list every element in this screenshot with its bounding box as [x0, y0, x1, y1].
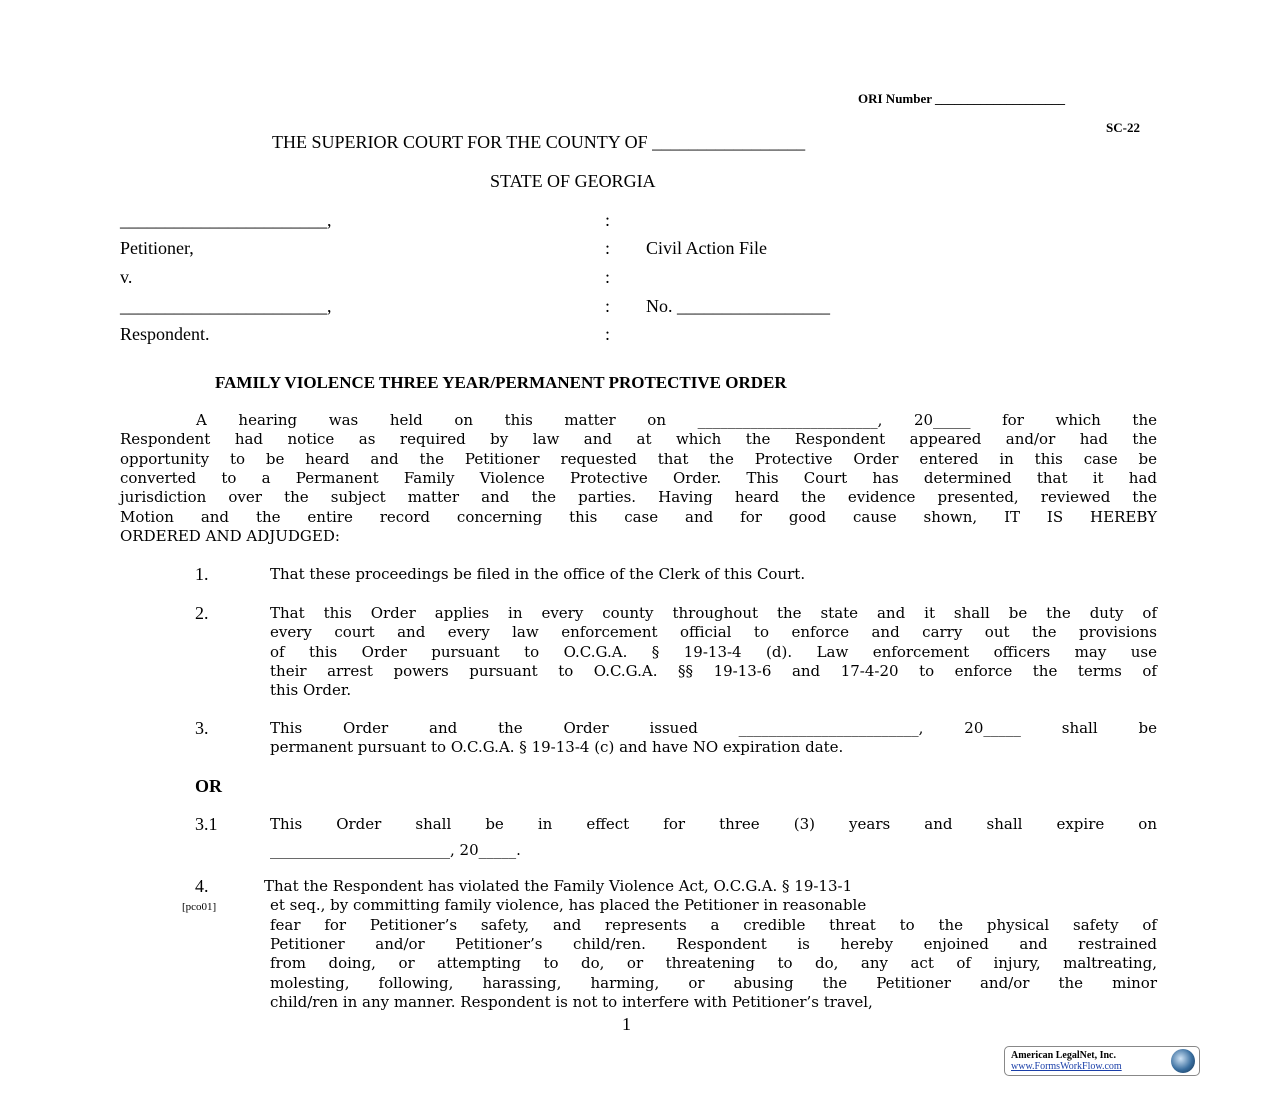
item-number: 3.	[195, 718, 209, 738]
footer-logo[interactable]	[1004, 1046, 1200, 1076]
item-line: This Order shall be in effect for three (3) years and shall expire on	[270, 815, 1157, 833]
intro-line: Motion and the entire record concerning this case and for good cause shown, IT IS HEREBY	[120, 507, 1157, 526]
item-line: from doing, or attempting to do, or threatening to do, any act of injury, maltreating,	[270, 954, 1157, 973]
caption-colon: :	[605, 210, 611, 230]
intro-line: jurisdiction over the subject matter and the parties. Having heard the evidence presented, reviewed the	[120, 488, 1157, 507]
civil-action-label: Civil Action File	[646, 238, 768, 258]
item-line: That these proceedings be filed in the office of the Clerk of this Court.	[270, 565, 806, 583]
item-code: [pco01]	[182, 901, 217, 913]
caption-colon: :	[605, 296, 611, 316]
caption-colon: :	[605, 324, 611, 344]
ori-number-field: ORI Number ____________________	[858, 91, 1066, 106]
intro-line: converted to a Permanent Family Violence Protective Order. This Court has determined that it had	[120, 468, 1157, 487]
state-title: STATE OF GEORGIA	[490, 171, 656, 191]
intro-line: ORDERED AND ADJUDGED:	[120, 526, 340, 545]
item-line: molesting, following, harassing, harming, or abusing the Petitioner and/or the minor	[270, 973, 1157, 992]
item-line: this Order.	[270, 681, 352, 700]
respondent-label: Respondent.	[120, 324, 210, 344]
globe-icon	[1171, 1049, 1195, 1073]
item-line: of this Order pursuant to O.C.G.A. § 19-13-4 (d). Law enforcement officers may use	[270, 642, 1157, 661]
respondent-blank: _______________________,	[120, 296, 332, 316]
court-title: THE SUPERIOR COURT FOR THE COUNTY OF _________________	[272, 132, 806, 152]
item-line: child/ren in any manner. Respondent is not to interfere with Petitioner’s travel,	[270, 992, 873, 1011]
versus-label: v.	[120, 267, 133, 287]
form-code: SC-22	[1106, 120, 1140, 135]
or-label: OR	[195, 776, 222, 796]
item-line: That this Order applies in every county throughout the state and it shall be the duty of	[270, 604, 1157, 622]
page-number: 1	[622, 1014, 631, 1034]
intro-line: A hearing was held on this matter on ________________________, 20_____ for which the	[196, 411, 1157, 429]
item-line: ________________________, 20_____.	[270, 841, 521, 859]
item-line: their arrest powers pursuant to O.C.G.A. §§ 19-13-6 and 17-4-20 to enforce the terms of	[270, 661, 1157, 680]
case-number-field: No. _________________	[646, 296, 830, 316]
logo-url-link[interactable]: www.FormsWorkFlow.com	[1011, 1061, 1122, 1072]
item-number: 4.	[195, 876, 209, 896]
item-number: 2.	[195, 603, 209, 623]
item-line: fear for Petitioner’s safety, and represents a credible threat to the physical safety of	[270, 915, 1157, 934]
item-line: Petitioner and/or Petitioner’s child/ren. Respondent is hereby enjoined and restrained	[270, 934, 1157, 953]
order-title: FAMILY VIOLENCE THREE YEAR/PERMANENT PROTECTIVE ORDER	[215, 373, 787, 392]
item-number: 1.	[195, 564, 209, 584]
item-line: This Order and the Order issued ________________________, 20_____ shall be	[270, 719, 1157, 737]
caption-colon: :	[605, 238, 611, 258]
intro-line: opportunity to be heard and the Petitioner requested that the Protective Order entered in this case be	[120, 449, 1157, 468]
logo-company-name: American LegalNet, Inc.	[1011, 1050, 1116, 1061]
item-line: et seq., by committing family violence, has placed the Petitioner in reasonable	[270, 896, 867, 915]
intro-line: Respondent had notice as required by law and at which the Respondent appeared and/or had the	[120, 430, 1157, 449]
caption-colon: :	[605, 267, 611, 287]
item-line: every court and every law enforcement official to enforce and carry out the provisions	[270, 623, 1157, 642]
petitioner-label: Petitioner,	[120, 238, 194, 258]
item-number: 3.1	[195, 814, 218, 834]
petitioner-blank: _______________________,	[120, 210, 332, 230]
item-line: permanent pursuant to O.C.G.A. § 19-13-4 (c) and have NO expiration date.	[270, 738, 844, 757]
item-line: That the Respondent has violated the Family Violence Act, O.C.G.A. § 19-13-1	[264, 877, 853, 895]
